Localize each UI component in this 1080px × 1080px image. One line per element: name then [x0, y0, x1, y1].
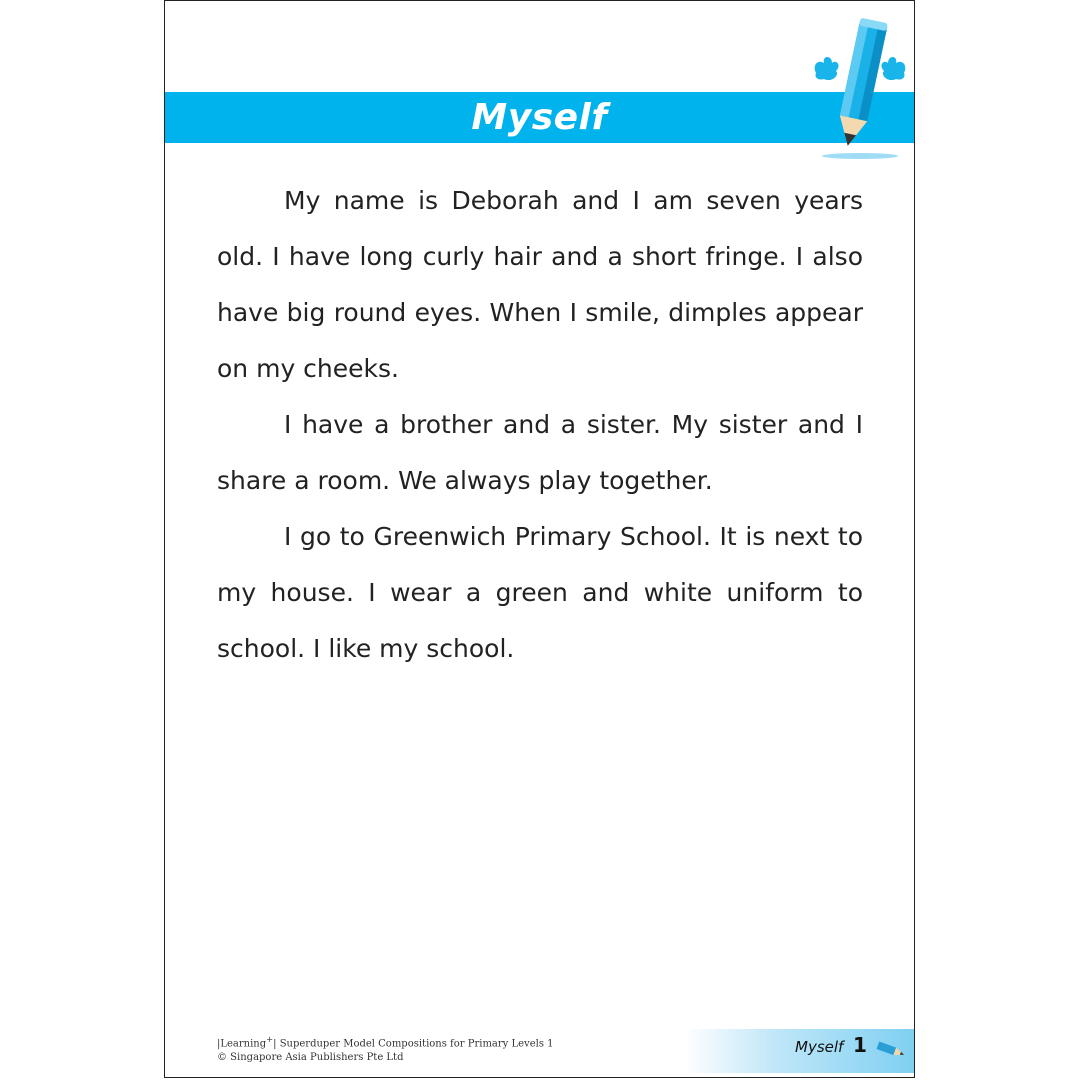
series-prefix: |Learning	[217, 1038, 267, 1050]
composition-body	[217, 173, 863, 677]
paragraph-1: My name is Deborah and I am seven years old. I have long curly hair and a short fringe. I also have big round eyes. When I smile, dimples appear on my cheeks.	[217, 186, 863, 383]
copyright-line: © Singapore Asia Publishers Pte Ltd	[217, 1052, 404, 1064]
title-bar	[165, 92, 914, 143]
pencil-mascot-icon	[810, 13, 910, 163]
footer-section-name: Myself	[795, 1038, 844, 1056]
footer-credits	[217, 1032, 554, 1065]
paragraph-3: I go to Greenwich Primary School. It is next to my house. I wear a green and white uniform to school. I like my school.	[217, 522, 863, 663]
series-sup: +	[266, 1034, 274, 1044]
page-title: Myself	[471, 97, 608, 138]
page-number: 1	[853, 1033, 867, 1057]
footer-pencil-icon	[873, 1039, 909, 1061]
series-title: | Superduper Model Compositions for Primary Levels 1	[273, 1038, 554, 1050]
document-page	[164, 0, 915, 1078]
series-line	[217, 1032, 554, 1051]
paragraph-2: I have a brother and a sister. My sister and I share a room. We always play together.	[217, 410, 863, 495]
